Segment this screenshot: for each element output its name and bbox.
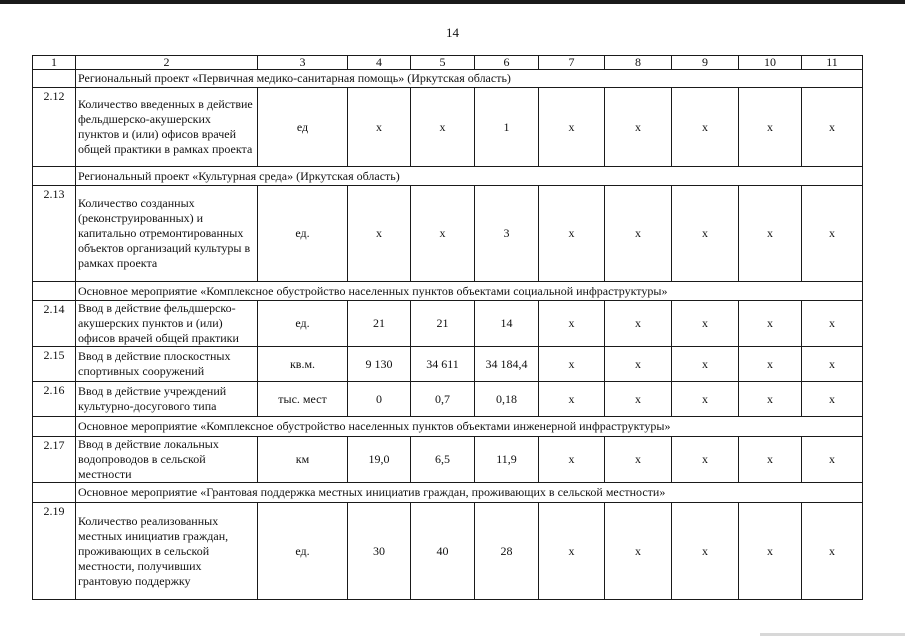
value-cell: х bbox=[802, 382, 863, 417]
value-cell: х bbox=[348, 88, 411, 167]
value-cell: 0 bbox=[348, 382, 411, 417]
value-cell: х bbox=[539, 186, 605, 282]
section-title: Региональный проект «Культурная среда» (Иркутская область) bbox=[76, 167, 863, 186]
value-cell: х bbox=[739, 437, 802, 483]
row-number: 2.12 bbox=[33, 88, 76, 167]
value-cell: х bbox=[802, 186, 863, 282]
value-cell: х bbox=[802, 503, 863, 600]
value-cell: х bbox=[739, 503, 802, 600]
row-number: 2.13 bbox=[33, 186, 76, 282]
table-row bbox=[33, 503, 863, 600]
table-row bbox=[33, 437, 863, 483]
value-cell: х bbox=[605, 437, 672, 483]
section-number-cell bbox=[33, 483, 76, 503]
indicator-name: Количество реализованных местных инициатив граждан, проживающих в сельской местности, получивших грантовую поддержку bbox=[76, 503, 258, 600]
section-title: Основное мероприятие «Комплексное обустройство населенных пунктов объектами социальной инфраструктуры» bbox=[76, 282, 863, 301]
section-title: Основное мероприятие «Комплексное обустройство населенных пунктов объектами инженерной инфраструктуры» bbox=[76, 417, 863, 437]
table-header-row bbox=[33, 56, 863, 70]
scan-edge-shadow bbox=[760, 633, 905, 636]
value-cell: х bbox=[739, 88, 802, 167]
column-header: 1 bbox=[33, 56, 76, 70]
value-cell: х bbox=[539, 301, 605, 347]
row-number: 2.14 bbox=[33, 301, 76, 347]
value-cell: х bbox=[605, 382, 672, 417]
section-row bbox=[33, 282, 863, 301]
unit-cell: ед. bbox=[258, 186, 348, 282]
unit-cell: тыс. мест bbox=[258, 382, 348, 417]
section-number-cell bbox=[33, 417, 76, 437]
value-cell: х bbox=[672, 301, 739, 347]
value-cell: х bbox=[802, 347, 863, 382]
unit-cell: ед. bbox=[258, 503, 348, 600]
value-cell: х bbox=[539, 88, 605, 167]
column-header: 5 bbox=[411, 56, 475, 70]
section-row bbox=[33, 483, 863, 503]
value-cell: 40 bbox=[411, 503, 475, 600]
indicator-name: Ввод в действие учреждений культурно-досугового типа bbox=[76, 382, 258, 417]
value-cell: х bbox=[411, 88, 475, 167]
column-header: 7 bbox=[539, 56, 605, 70]
row-number: 2.17 bbox=[33, 437, 76, 483]
unit-cell: кв.м. bbox=[258, 347, 348, 382]
value-cell: 34 184,4 bbox=[475, 347, 539, 382]
value-cell: 14 bbox=[475, 301, 539, 347]
column-header: 2 bbox=[76, 56, 258, 70]
value-cell: 3 bbox=[475, 186, 539, 282]
unit-cell: км bbox=[258, 437, 348, 483]
value-cell: х bbox=[802, 88, 863, 167]
value-cell: х bbox=[802, 437, 863, 483]
value-cell: х bbox=[672, 347, 739, 382]
column-header: 11 bbox=[802, 56, 863, 70]
table-row bbox=[33, 301, 863, 347]
value-cell: 6,5 bbox=[411, 437, 475, 483]
value-cell: 28 bbox=[475, 503, 539, 600]
section-row bbox=[33, 167, 863, 186]
column-header: 6 bbox=[475, 56, 539, 70]
value-cell: х bbox=[739, 186, 802, 282]
value-cell: 11,9 bbox=[475, 437, 539, 483]
value-cell: х bbox=[672, 503, 739, 600]
indicator-name: Количество созданных (реконструированных) и капитально отремонтированных объектов организаций культуры в рамках проекта bbox=[76, 186, 258, 282]
value-cell: х bbox=[605, 88, 672, 167]
value-cell: х bbox=[672, 186, 739, 282]
value-cell: 0,18 bbox=[475, 382, 539, 417]
value-cell: х bbox=[739, 347, 802, 382]
column-header: 3 bbox=[258, 56, 348, 70]
value-cell: х bbox=[605, 186, 672, 282]
column-header: 9 bbox=[672, 56, 739, 70]
section-title: Основное мероприятие «Грантовая поддержка местных инициатив граждан, проживающих в сельской местности» bbox=[76, 483, 863, 503]
value-cell: х bbox=[539, 437, 605, 483]
value-cell: 0,7 bbox=[411, 382, 475, 417]
value-cell: х bbox=[672, 382, 739, 417]
table-row bbox=[33, 382, 863, 417]
row-number: 2.16 bbox=[33, 382, 76, 417]
value-cell: х bbox=[605, 301, 672, 347]
table-row bbox=[33, 347, 863, 382]
indicator-name: Ввод в действие локальных водопроводов в сельской местности bbox=[76, 437, 258, 483]
value-cell: 30 bbox=[348, 503, 411, 600]
section-row bbox=[33, 70, 863, 88]
value-cell: х bbox=[802, 301, 863, 347]
row-number: 2.19 bbox=[33, 503, 76, 600]
value-cell: х bbox=[739, 382, 802, 417]
value-cell: х bbox=[605, 347, 672, 382]
row-number: 2.15 bbox=[33, 347, 76, 382]
column-header: 8 bbox=[605, 56, 672, 70]
column-header: 4 bbox=[348, 56, 411, 70]
value-cell: х bbox=[411, 186, 475, 282]
section-number-cell bbox=[33, 70, 76, 88]
page-number: 14 bbox=[446, 25, 459, 40]
indicators-table bbox=[32, 55, 863, 600]
column-header: 10 bbox=[739, 56, 802, 70]
indicator-name: Количество введенных в действие фельдшерско-акушерских пунктов и (или) офисов врачей общей практики в рамках проекта bbox=[76, 88, 258, 167]
value-cell: 9 130 bbox=[348, 347, 411, 382]
top-border-rule bbox=[0, 0, 905, 4]
value-cell: 19,0 bbox=[348, 437, 411, 483]
table-row bbox=[33, 88, 863, 167]
indicator-name: Ввод в действие плоскостных спортивных сооружений bbox=[76, 347, 258, 382]
value-cell: х bbox=[605, 503, 672, 600]
value-cell: х bbox=[348, 186, 411, 282]
value-cell: х bbox=[672, 437, 739, 483]
unit-cell: ед bbox=[258, 88, 348, 167]
section-title: Региональный проект «Первичная медико-санитарная помощь» (Иркутская область) bbox=[76, 70, 863, 88]
value-cell: х bbox=[672, 88, 739, 167]
value-cell: 34 611 bbox=[411, 347, 475, 382]
value-cell: х bbox=[539, 347, 605, 382]
section-number-cell bbox=[33, 167, 76, 186]
section-row bbox=[33, 417, 863, 437]
value-cell: 1 bbox=[475, 88, 539, 167]
value-cell: 21 bbox=[411, 301, 475, 347]
unit-cell: ед. bbox=[258, 301, 348, 347]
value-cell: х bbox=[539, 503, 605, 600]
table-row bbox=[33, 186, 863, 282]
section-number-cell bbox=[33, 282, 76, 301]
value-cell: х bbox=[539, 382, 605, 417]
indicator-name: Ввод в действие фельдшерско-акушерских пунктов и (или) офисов врачей общей практики bbox=[76, 301, 258, 347]
value-cell: х bbox=[739, 301, 802, 347]
value-cell: 21 bbox=[348, 301, 411, 347]
